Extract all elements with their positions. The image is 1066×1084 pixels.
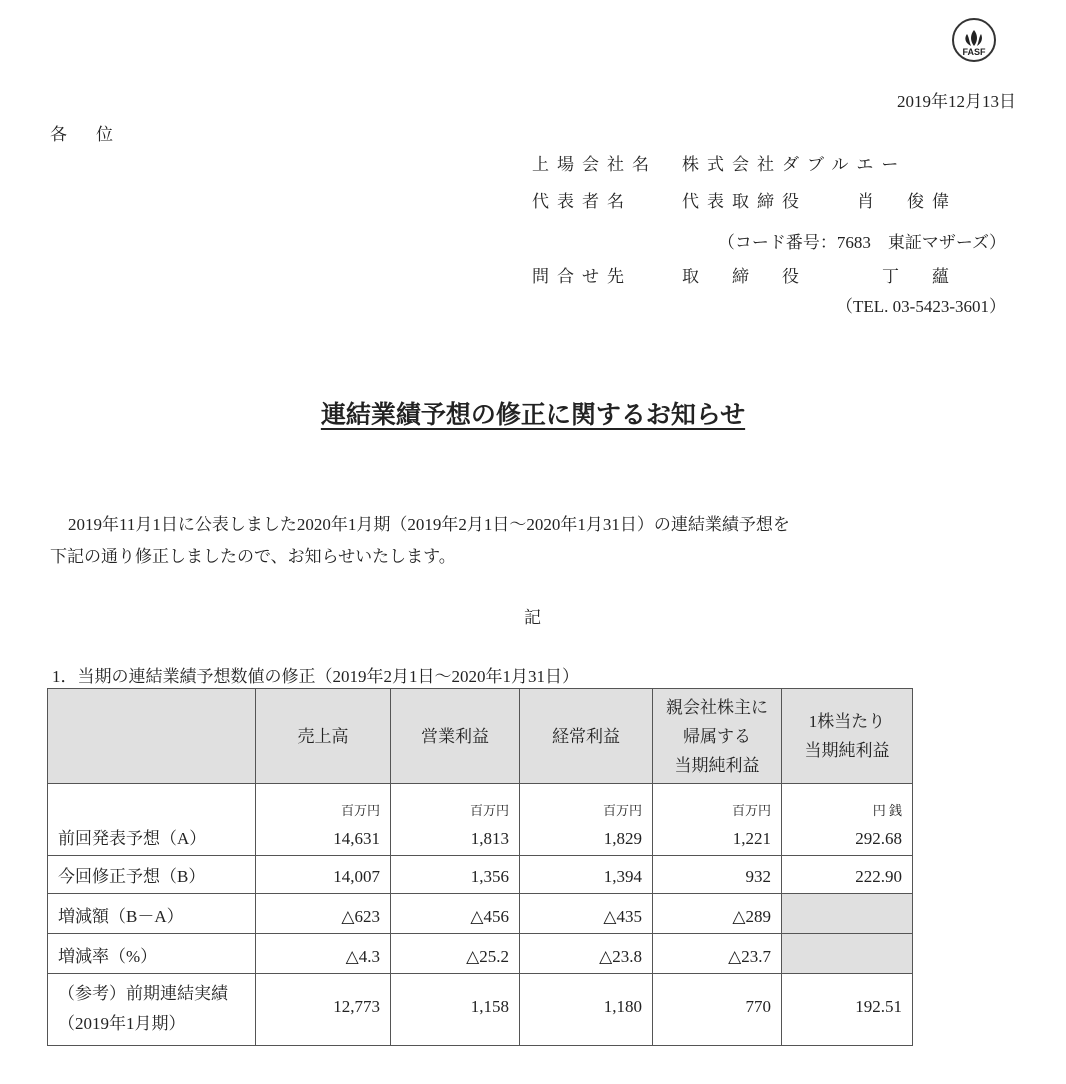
value-cell: 12,773 — [256, 974, 391, 1046]
value-cell: 14,007 — [256, 856, 391, 894]
info-value: （コード番号：7683 東証マザーズ） — [717, 233, 1006, 252]
info-value: 代表取締役 肖 俊偉 — [682, 192, 957, 211]
row-label: 前回発表予想（A） — [48, 784, 256, 856]
empty-cell — [782, 934, 913, 974]
unit-label: 百万円 — [602, 803, 642, 818]
section-heading: 1．当期の連結業績予想数値の修正（2019年2月1日～2020年1月31日） — [52, 667, 579, 686]
value-cell: 14,631 — [333, 829, 380, 848]
table-row — [48, 894, 913, 934]
info-value: 取 締 役 丁 蘊 — [682, 267, 957, 286]
row-label: 今回修正予想（B） — [48, 856, 256, 894]
header-cell: 売上高 — [256, 689, 391, 784]
table-row — [48, 856, 913, 894]
value-cell: 292.68 — [855, 829, 902, 848]
row-label: （参考）前期連結実績 （2019年1月期） — [48, 974, 256, 1046]
empty-cell — [782, 894, 913, 934]
info-value: （TEL. 03-5423-3601） — [836, 297, 1006, 316]
value-cell: 1,158 — [391, 974, 520, 1046]
header-cell: 営業利益 — [391, 689, 520, 784]
value-cell: △23.7 — [653, 934, 782, 974]
ki-label: 記 — [524, 608, 541, 627]
value-cell: 1,356 — [391, 856, 520, 894]
info-label: 上場会社名 — [532, 155, 657, 174]
value-cell: 770 — [653, 974, 782, 1046]
value-cell: 1,829 — [603, 829, 642, 848]
document-date: 2019年12月13日 — [897, 92, 1016, 111]
page-title: 連結業績予想の修正に関するお知らせ — [320, 402, 746, 429]
table-row — [48, 974, 913, 1046]
fasf-logo: FASF — [952, 18, 996, 62]
leaf-icon — [962, 29, 986, 47]
header-cell: 経常利益 — [520, 689, 653, 784]
value-cell: 1,221 — [732, 829, 771, 848]
header-cell: 親会社株主に 帰属する 当期純利益 — [653, 689, 782, 784]
value-cell: △623 — [256, 894, 391, 934]
table-header-row — [48, 689, 913, 784]
value-cell: 222.90 — [782, 856, 913, 894]
row-label: 増減率（%） — [48, 934, 256, 974]
addressee: 各 位 — [50, 125, 119, 144]
forecast-table — [47, 688, 913, 1046]
value-cell: △289 — [653, 894, 782, 934]
row-label: 増減額（B－A） — [48, 894, 256, 934]
value-cell: 1,813 — [470, 829, 509, 848]
unit-label: 百万円 — [340, 803, 380, 818]
table-row — [48, 934, 913, 974]
info-label: 問合せ先 — [532, 267, 632, 286]
value-cell: △4.3 — [256, 934, 391, 974]
header-cell — [48, 689, 256, 784]
unit-label: 円 銭 — [872, 803, 902, 818]
info-value: 株式会社ダブルエー — [682, 155, 907, 174]
body-line: 下記の通り修正しましたので、お知らせいたします。 — [50, 547, 456, 566]
table-row — [48, 784, 913, 856]
value-cell: 1,180 — [520, 974, 653, 1046]
value-cell: 932 — [653, 856, 782, 894]
body-line: 2019年11月1日に公表しました2020年1月期（2019年2月1日～2020年1月31日）の連結業績予想を — [68, 515, 790, 534]
unit-label: 百万円 — [469, 803, 509, 818]
value-cell: △435 — [520, 894, 653, 934]
value-cell: △456 — [391, 894, 520, 934]
unit-label: 百万円 — [731, 803, 771, 818]
value-cell: △25.2 — [391, 934, 520, 974]
info-label: 代表者名 — [532, 192, 632, 211]
value-cell: △23.8 — [520, 934, 653, 974]
value-cell: 192.51 — [782, 974, 913, 1046]
header-cell: 1株当たり 当期純利益 — [782, 689, 913, 784]
value-cell: 1,394 — [520, 856, 653, 894]
